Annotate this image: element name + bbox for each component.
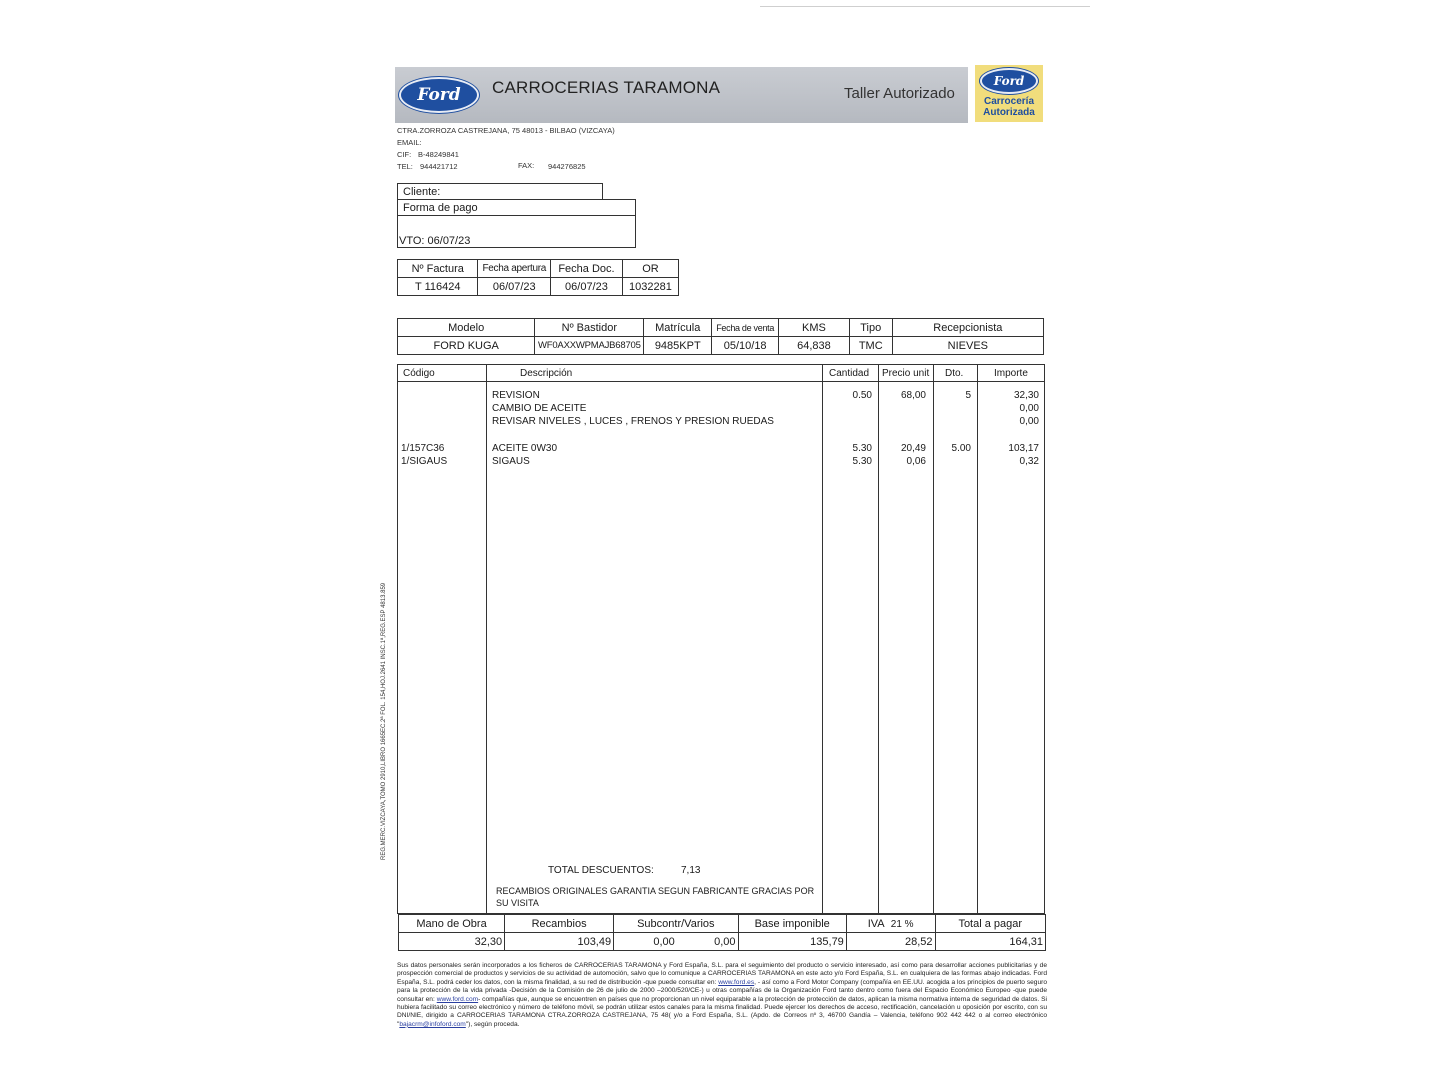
legal-text-1: Sus datos personales serán incorporados a los ficheros de CARROCERIAS TARAMONA y Ford España, S.L. para el seguimiento del producto o servicio interesado, así como para desarrollar acciones publicitarias y de prospección comercial de productos y servicios de su actividad de automoción, salvo que lo comunique a CARROCERIAS TARAMONA en este acto y/o Ford España, S.L. en cualquiera de las formas abajo indicadas. Ford España, S.L. podrá ceder los datos, con la misma finalidad, a su red de distribución -que puede consultar en: — [397, 962, 1047, 986]
legal-text-4: "), según proceda. — [465, 1020, 520, 1028]
item-desc: REVISION — [492, 390, 540, 401]
col-codigo: Código — [403, 368, 435, 379]
item-precio: 20,49 — [900, 443, 926, 454]
fecha-venta-value: 05/10/18 — [712, 337, 779, 355]
item-cantidad: 5.30 — [852, 443, 872, 454]
invoice-header-cell: Fecha apertura — [478, 260, 551, 278]
invoice-header-cell: OR — [622, 260, 678, 278]
company-address: CTRA.ZORROZA CASTREJANA, 75 48013 - BILBAO (VIZCAYA) — [397, 126, 615, 135]
company-name: CARROCERIAS TARAMONA — [492, 78, 721, 97]
invoice-header-cell: Nº Factura — [398, 260, 478, 278]
fax-value: 944276825 — [548, 162, 586, 171]
kms-value: 64,838 — [779, 337, 850, 355]
item-desc: SIGAUS — [492, 456, 530, 467]
col-dto: Dto. — [945, 368, 964, 379]
iva-value: 28,52 — [846, 933, 935, 951]
item-importe: 32,30 — [1013, 390, 1039, 401]
items-table — [397, 364, 1045, 914]
cif-value: B-48249841 — [418, 150, 459, 159]
registry-vertical-text: REG.MERC.VIZCAYA,TOMO 2910,LIBRO 1665EC.2ª FOL. 154,HOJ.2641 INSC.1ª,REG.ESP 4813.859 — [381, 582, 387, 860]
vto-date: VTO: 06/07/23 — [399, 235, 471, 247]
items-note: RECAMBIOS ORIGINALES GARANTIA SEGUN FABRICANTE GRACIAS POR SU VISITA — [496, 886, 815, 908]
fax-label: FAX: — [518, 161, 535, 170]
invoice-header-cell: Fecha Doc. — [551, 260, 623, 278]
invoice-number: T 116424 — [398, 278, 478, 296]
fecha-apertura: 06/07/23 — [478, 278, 551, 296]
item-codigo: 1/157C36 — [401, 443, 445, 454]
item-dto: 5.00 — [951, 443, 971, 454]
ford-com-link[interactable]: www.ford.com — [436, 995, 479, 1003]
total-descuentos-label: TOTAL DESCUENTOS: — [548, 865, 654, 876]
forma-pago-label: Forma de pago — [403, 202, 478, 214]
item-cantidad: 0.50 — [852, 390, 872, 401]
item-importe: 0,00 — [1019, 416, 1039, 427]
subcontr-value: 0,00 — [614, 933, 677, 951]
bastidor-value: WF0AXXWPMAJB68705 — [535, 337, 644, 355]
legal-text-3: - compañías que, aunque se encuentren en países que no proporcionan un nivel equiparable a la protección de protección de datos, aplican la misma normativa interna de seguridad de datos. Si hubiera facilitado su correo electrónico y número de teléfono móvil, se podrán utilizar estos canales para la misma finalidad. Puede ejercer los derechos de acceso, rectificación, cancelación u oposición por escrito, con su DNI/NIE, dirigido a CARROCERIAS TARAMONA CTRA.ZORROZA CASTREJANA, 75 48( y/o a Ford España, S.L. (Apdo. de Correos nº 3, 46700 Gandía – Valencia, teléfono 902 442 442 o al correo electrónico " — [397, 995, 1047, 1028]
cif-label: CIF: — [397, 150, 412, 159]
col-divider — [486, 365, 487, 913]
subcontr-label: Subcontr/Varios — [614, 915, 738, 933]
legal-text-2: , - así como a Ford Motor Company (compañía en EE.UU. acogida a los principios de puerto seguro para la protección de la vida privada -Decisión de la Comisión de 26 de julio de 2000 –2000/520/CE-) u otras compañías de la Organización Ford tanto dentro como fuera del Espacio Económico Europeo -que puede consultar en: — [397, 978, 1047, 1003]
total-descuentos-value: 7,13 — [681, 865, 701, 876]
col-precio: Precio unit — [882, 368, 930, 379]
total-value: 164,31 — [935, 933, 1046, 951]
col-importe: Importe — [994, 368, 1028, 379]
iva-label-cell — [846, 915, 935, 933]
mano-obra-value: 32,30 — [399, 933, 505, 951]
top-rule — [760, 6, 1090, 7]
vehicle-header-cell: Recepcionista — [892, 319, 1043, 337]
item-precio: 68,00 — [900, 390, 926, 401]
varios-value: 0,00 — [677, 933, 738, 951]
ford-es-link[interactable]: www.ford.es — [718, 978, 755, 986]
cliente-label: Cliente: — [403, 186, 441, 198]
vehicle-header-cell: Fecha de venta — [712, 319, 779, 337]
item-desc: CAMBIO DE ACEITE — [492, 403, 587, 414]
iva-label: IVA — [867, 917, 885, 930]
email-link[interactable]: bajacrm@infoford.com — [399, 1020, 466, 1028]
matricula-value: 9485KPT — [644, 337, 712, 355]
item-importe: 0,00 — [1019, 403, 1039, 414]
totals-table — [398, 914, 1046, 951]
recambios-value: 103,49 — [505, 933, 614, 951]
item-importe: 103,17 — [1008, 443, 1039, 454]
item-desc: ACEITE 0W30 — [492, 443, 558, 454]
iva-pct: 21 % — [890, 918, 914, 930]
total-label: Total a pagar — [935, 915, 1046, 933]
vehicle-header-cell: Modelo — [398, 319, 535, 337]
badge-ford-logo-icon: Ford — [980, 68, 1038, 94]
base-value: 135,79 — [738, 933, 846, 951]
legal-footer — [397, 962, 1047, 1029]
tel-label: TEL: — [397, 162, 413, 171]
taller-autorizado: Taller Autorizado — [844, 85, 955, 102]
badge-line-2: Autorizada — [983, 107, 1035, 118]
tel-value: 944421712 — [420, 162, 458, 171]
col-descripcion: Descripción — [520, 368, 573, 379]
item-codigo: 1/SIGAUS — [401, 456, 448, 467]
item-dto: 5 — [965, 390, 971, 401]
vehicle-header-cell: KMS — [779, 319, 850, 337]
item-cantidad: 5.30 — [852, 456, 872, 467]
item-importe: 0,32 — [1019, 456, 1039, 467]
vehicle-header-cell: Nº Bastidor — [535, 319, 644, 337]
vehicle-header-cell: Tipo — [849, 319, 892, 337]
modelo-value: FORD KUGA — [398, 337, 535, 355]
email-label: EMAIL: — [397, 138, 422, 147]
or-number: 1032281 — [622, 278, 678, 296]
col-cantidad: Cantidad — [829, 368, 870, 379]
carroceria-badge — [975, 65, 1043, 122]
mano-obra-label: Mano de Obra — [399, 915, 505, 933]
recepcionista-value: NIEVES — [892, 337, 1043, 355]
invoice-table — [397, 259, 679, 296]
base-label: Base imponible — [738, 915, 846, 933]
item-precio: 0,06 — [906, 456, 926, 467]
fecha-doc: 06/07/23 — [551, 278, 623, 296]
badge-line-1: Carrocería — [983, 96, 1035, 107]
tipo-value: TMC — [849, 337, 892, 355]
vehicle-table — [397, 318, 1044, 355]
item-desc: REVISAR NIVELES , LUCES , FRENOS Y PRESION RUEDAS — [492, 416, 774, 427]
forma-pago-divider — [397, 215, 636, 216]
recambios-label: Recambios — [505, 915, 614, 933]
ford-logo-icon: Ford — [399, 77, 479, 113]
vehicle-header-cell: Matrícula — [644, 319, 712, 337]
header-divider — [398, 381, 1044, 382]
